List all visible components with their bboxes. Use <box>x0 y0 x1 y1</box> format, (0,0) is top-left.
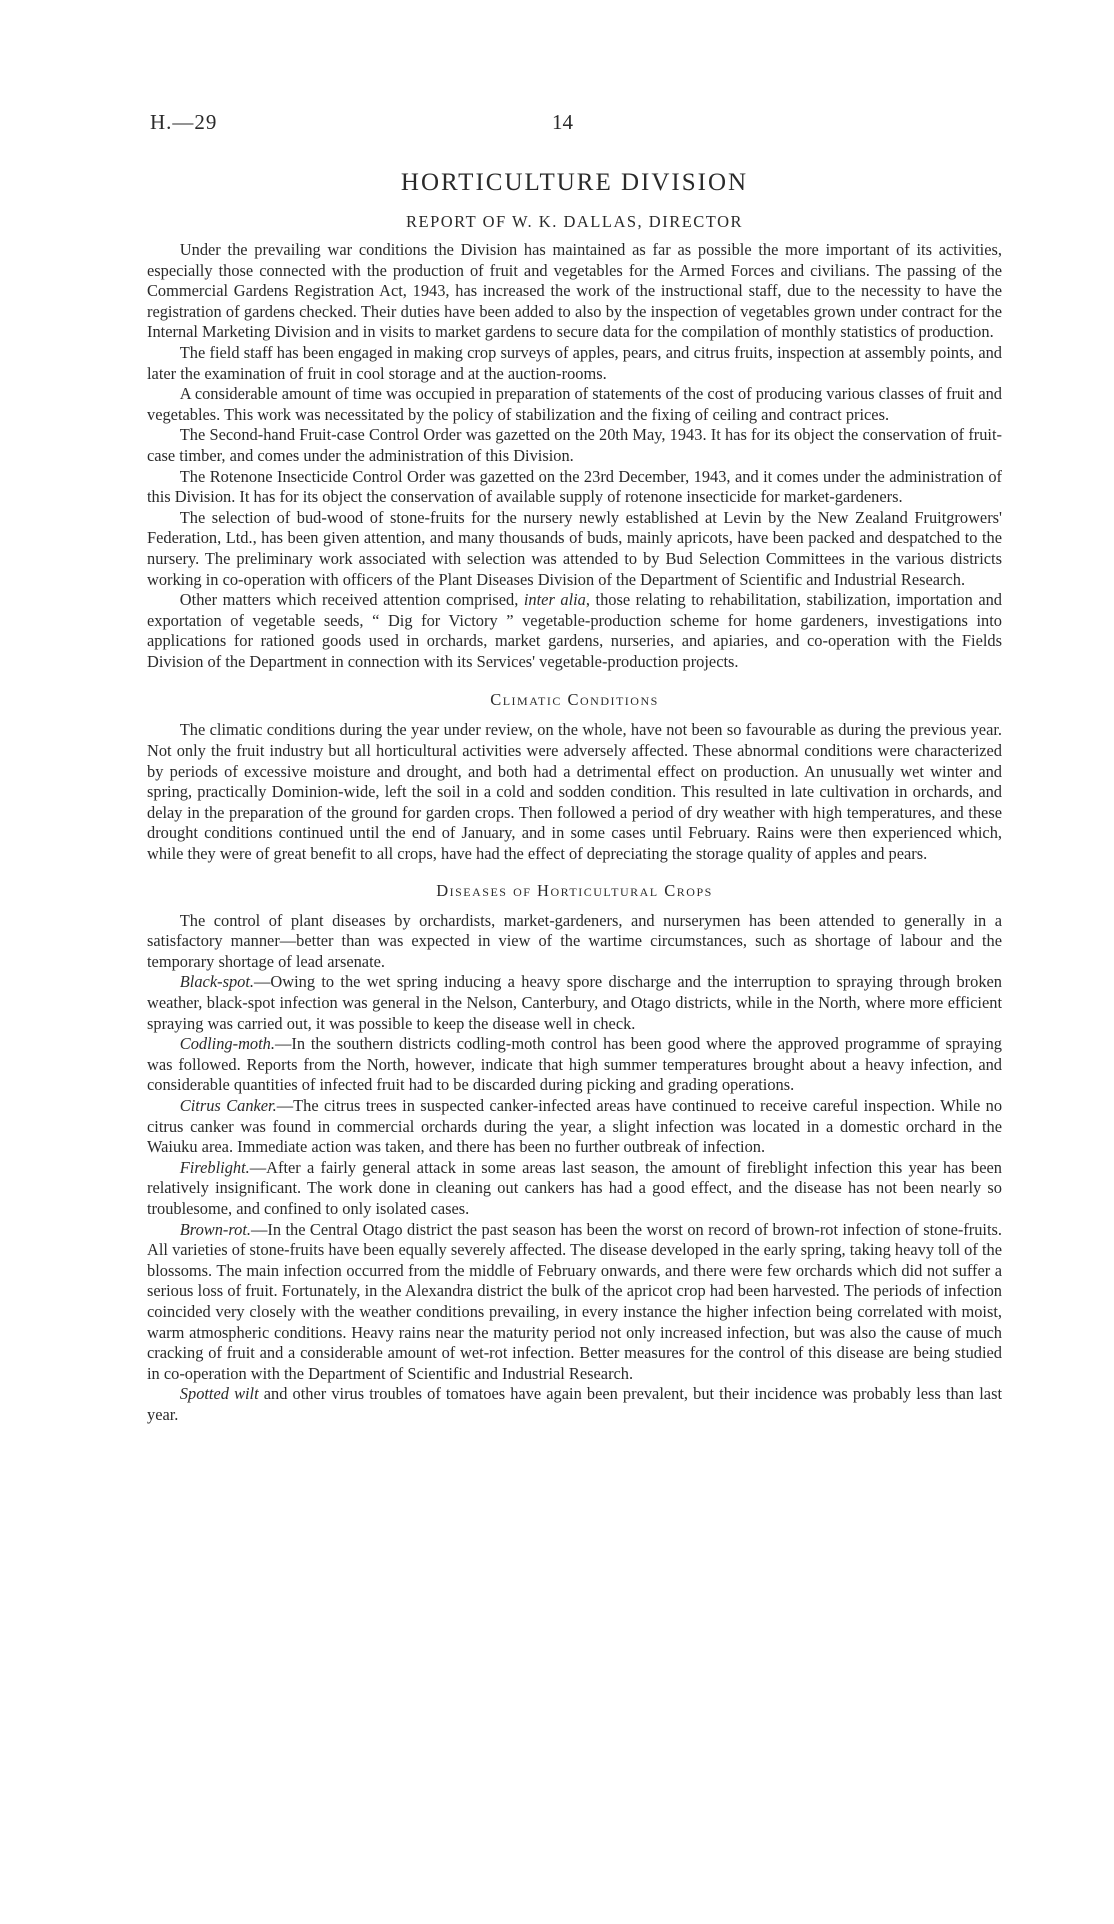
disease-text: and other virus troubles of tomatoes have again been prevalent, but their incidence was probably less than last year. <box>147 1384 1002 1424</box>
climatic-paragraph: The climatic conditions during the year under review, on the whole, have not been so favourable as during the previous year. Not only the fruit industry but all horticultural activities were adversely affected. These abnormal conditions were characterized by periods of excessive moisture and drought, and both had a detrimental effect on production. An unusually wet winter and spring, practically Dominion-wide, left the soil in a cold and sodden condition. This resulted in late cultivation in orchards, and delay in the preparation of the ground for garden crops. Then followed a period of dry weather with high temperatures, and these drought conditions continued until the end of January, and in some cases until February. Rains were then experienced which, while they were of great benefit to all crops, have had the effect of depreciating the storage quality of apples and pears. <box>147 720 1002 864</box>
report-subtitle: REPORT OF W. K. DALLAS, DIRECTOR <box>405 212 744 231</box>
disease-paragraph-codling-moth <box>147 1034 1002 1096</box>
page-number: 14 <box>552 110 573 134</box>
disease-text: —After a fairly general attack in some areas last season, the amount of fireblight infection this year has been relatively insignificant. The work done in cleaning out cankers has had a good effect, and the disease has not been nearly so troublesome, and confined to only isolated cases. <box>147 1157 1002 1218</box>
disease-text: —The citrus trees in suspected canker-infected areas have continued to receive careful inspection. While no citrus canker was found in commercial orchards during the year, a slight infection was located in a domestic orchard in the Waiuku area. Immediate action was taken, and there has been no further outbreak of infection. <box>147 1095 1003 1157</box>
disease-paragraph-black-spot <box>147 972 1002 1034</box>
disease-term: Codling-moth. <box>179 1034 275 1054</box>
intro-paragraph: The field staff has been engaged in making crop surveys of apples, pears, and citrus fruits, inspection at assembly points, and later the examination of fruit in cool storage and at the auction-rooms. <box>147 342 1002 383</box>
intro-paragraph: The selection of bud-wood of stone-fruits for the nursery newly established at Levin by the New Zealand Fruitgrowers' Federation, Ltd., has been given attention, and many thousands of buds, mainly apricots, have been packed and despatched to the nursery. The preliminary work associated with selection was attended to by Bud Selection Committees in the various districts working in co-operation with officers of the Plant Diseases Division of the Department of Scientific and Industrial Research. <box>147 507 1002 589</box>
diseases-intro-paragraph: The control of plant diseases by orchardists, market-gardeners, and nurserymen has been attended to generally in a satisfactory manner—better than was expected in view of the wartime circumstances, such as shortage of labour and the temporary shortage of lead arsenate. <box>147 910 1002 971</box>
paragraph-text: , those relating to rehabilitation, stabilization, importation and exportation of vegetable seeds, “ Dig for Victory ” vegetable-production scheme for home gardeners, investigations into applications for rationed goods used in orchards, market gardens, nurseries, and apiaries, and co-operation with the Fields Division of the Department in connection with its Services' vegetable-production projects. <box>147 590 1002 671</box>
disease-paragraph-fireblight <box>147 1158 1002 1220</box>
division-title: HORTICULTURE DIVISION <box>400 169 749 196</box>
other-matters-paragraph <box>147 590 1002 672</box>
disease-text: —In the Central Otago district the past season has been the worst on record of brown-rot infection of stone-fruits. All varieties of stone-fruits have been equally severely affected. The disease developed in the early spring, taking heavy toll of the blossoms. The main infection occurred from the middle of February onwards, and there were few orchards which did not suffer a serious loss of fruit. Fortunately, in the Alexandra district the bulk of the apricot crop had been harvested. The periods of infection coincided very closely with the weather conditions prevailing, in every instance the higher infection being correlated with moist, warm atmospheric conditions. Heavy rains near the maturity period not only increased infection, but was also the cause of much cracking of fruit and a considerable amount of wet-rot infection. Better measures for the control of this disease are being studied in co-operation with the Department of Scientific and Industrial Research. <box>147 1219 1002 1383</box>
intro-paragraph: A considerable amount of time was occupied in preparation of statements of the cost of producing various classes of fruit and vegetables. This work was necessitated by the policy of stabilization and the fixing of ceiling and contract prices. <box>147 384 1002 424</box>
disease-term: Fireblight. <box>179 1157 250 1177</box>
disease-term: Black-spot. <box>179 972 254 992</box>
document-reference: H.—29 <box>150 110 218 134</box>
disease-paragraph-citrus-canker <box>147 1096 1002 1158</box>
paragraph-text: Other matters which received attention comprised, <box>179 590 524 610</box>
disease-term: Spotted wilt <box>179 1384 259 1404</box>
disease-paragraph-brown-rot <box>147 1220 1002 1385</box>
intro-paragraph: The Second-hand Fruit-case Control Order was gazetted on the 20th May, 1943. It has for its object the conservation of fruit-case timber, and comes under the administration of this Division. <box>147 425 1002 465</box>
intro-paragraph: Under the prevailing war conditions the Division has maintained as far as possible the more important of its activities, especially those connected with the production of fruit and vegetables for the Armed Forces and civilians. The passing of the Commercial Gardens Registration Act, 1943, has increased the work of the instructional staff, due to the necessity to have the registration of gardens checked. Their duties have been added to also by the inspection of vegetables grown under contract for the Internal Marketing Division and in visits to market gardens to secure data for the compilation of monthly statistics of production. <box>147 240 1002 342</box>
intro-paragraph: The Rotenone Insecticide Control Order was gazetted on the 23rd December, 1943, and it comes under the administration of this Division. It has for its object the conservation of available supply of rotenone insecticide for market-gardeners. <box>147 466 1002 507</box>
disease-text: —Owing to the wet spring inducing a heavy spore discharge and the interruption to spraying through broken weather, black-spot infection was general in the Nelson, Canterbury, and Otago districts, while in the North, where more efficient spraying was carried out, it was possible to keep the disease well in check. <box>147 972 1002 1033</box>
disease-term: Citrus Canker. <box>179 1095 277 1115</box>
disease-term: Brown-rot. <box>179 1219 251 1239</box>
section-heading-climatic: Climatic Conditions <box>490 690 659 710</box>
page-content <box>147 166 1002 1425</box>
disease-text: —In the southern districts codling-moth control has been good where the approved programme of spraying was followed. Reports from the North, however, indicate that high summer temperatures brought about a heavy infection, and considerable quantities of infected fruit had to be discarded during picking and grading operations. <box>147 1034 1002 1095</box>
italic-phrase: inter alia <box>523 590 586 610</box>
disease-paragraph-spotted-wilt <box>147 1384 1002 1425</box>
section-heading-diseases: Diseases of Horticultural Crops <box>436 880 713 900</box>
